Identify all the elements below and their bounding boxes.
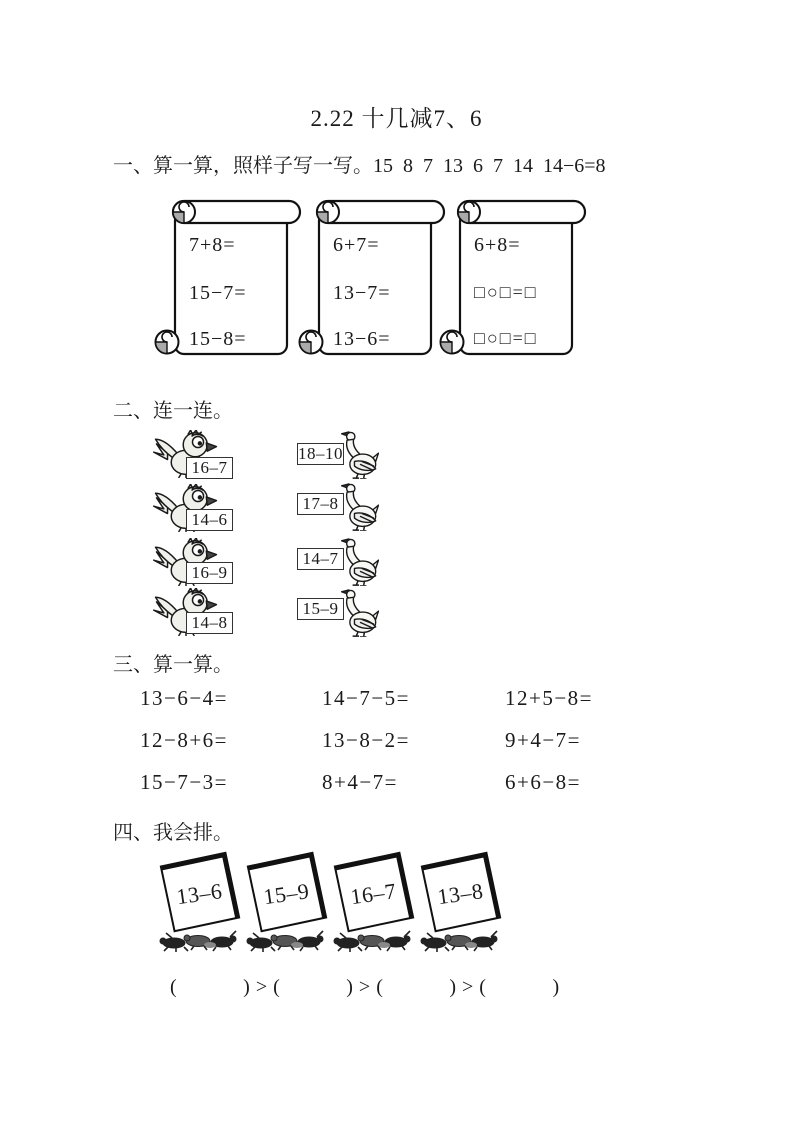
- scroll3-blank-equation-2: □○□=□: [474, 328, 538, 348]
- equation: 13−8−2=: [322, 728, 411, 752]
- equation: 12+5−8=: [505, 686, 594, 710]
- section2-heading: 二、连一连。: [113, 400, 233, 422]
- scroll2-equation-3: 13−6=: [333, 328, 391, 350]
- equation: 14−7−5=: [322, 686, 411, 710]
- scroll3-equation-1: 6+8=: [474, 234, 521, 256]
- scroll3-blank-equation-1: □○□=□: [474, 282, 538, 302]
- goose-icon: [341, 589, 379, 637]
- goose-icon: [341, 431, 379, 479]
- equation: 8+4−7=: [322, 770, 399, 794]
- goose-icon: [341, 483, 379, 531]
- scroll-card-1: [153, 198, 303, 360]
- answer-card: [247, 852, 328, 933]
- goose-label-box: 17–8: [297, 493, 344, 515]
- scroll-card-3: [438, 198, 588, 360]
- page-title: 2.22 十几减7、6: [310, 106, 483, 131]
- bird-label-box: 16–7: [186, 457, 233, 479]
- answer-card-label: 16–7: [348, 877, 398, 909]
- scroll2-equation-1: 6+7=: [333, 234, 380, 256]
- equation: 12−8+6=: [140, 728, 229, 752]
- ants-icon: [245, 928, 329, 952]
- ants-icon: [158, 928, 242, 952]
- answer-card-label: 13–6: [174, 877, 224, 909]
- answer-line: ( ) > ( ) > ( ) > ( ): [170, 976, 560, 998]
- equation: 15−7−3=: [140, 770, 229, 794]
- section4-heading: 四、我会排。: [113, 822, 233, 844]
- scroll-card-2: [297, 198, 447, 360]
- answer-card-label: 15–9: [261, 877, 311, 909]
- bird-label-box: 14–6: [186, 509, 233, 531]
- goose-label-box: 18–10: [298, 444, 343, 463]
- scroll2-equation-2: 13−7=: [333, 282, 391, 304]
- section1-example: 15 8 7 13 6 7 14 14−6=8: [373, 155, 606, 177]
- ants-icon: [332, 928, 416, 952]
- equation: 9+4−7=: [505, 728, 582, 752]
- goose-icon: [341, 538, 379, 586]
- section3-heading: 三、算一算。: [113, 654, 233, 676]
- answer-card-label: 13–8: [435, 877, 485, 909]
- answer-card: [334, 852, 415, 933]
- answer-card: [421, 852, 502, 933]
- scroll1-equation-1: 7+8=: [189, 234, 236, 256]
- section1-heading: [113, 149, 606, 178]
- answer-card: [160, 852, 241, 933]
- bird-label-box: 14–8: [186, 612, 233, 634]
- ants-icon: [419, 928, 503, 952]
- goose-label-box: 15–9: [297, 598, 344, 620]
- scroll1-equation-3: 15−8=: [189, 328, 247, 350]
- section1-heading-label: 一、算一算，照样子写一写。: [113, 155, 373, 177]
- scroll1-equation-2: 15−7=: [189, 282, 247, 304]
- bird-label-box: 16–9: [186, 562, 233, 584]
- goose-label-box: 14–7: [297, 548, 344, 570]
- equation: 13−6−4=: [140, 686, 229, 710]
- equation: 6+6−8=: [505, 770, 582, 794]
